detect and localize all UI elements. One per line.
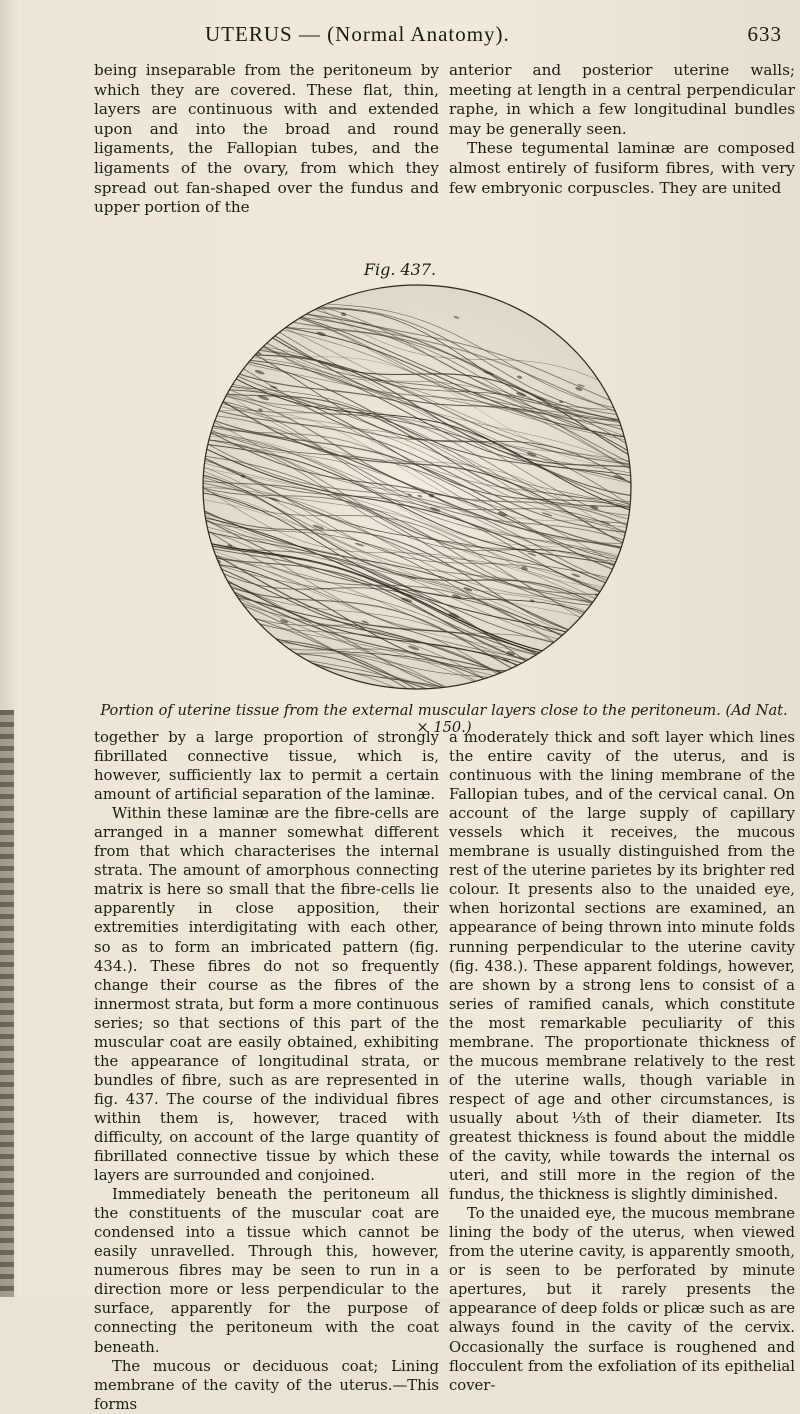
figure-label: Fig. 437.	[363, 260, 437, 279]
fibre-cell-nucleus	[607, 387, 616, 392]
paragraph: together by a large proportion of strongly fibrillated connective tissue, which is, however, sufficiently lax to permit a certain amount of artificial separation of the laminæ.	[94, 729, 439, 804]
paragraph: anterior and posterior uterine walls; meeting at length in a central perpendicular raphe, in which a few longitudinal bundles may be generally seen.	[449, 61, 795, 138]
micrograph-figure	[195, 280, 640, 695]
fibre-cell-nucleus	[217, 629, 229, 636]
fibre-cell-nucleus	[589, 671, 595, 676]
fibre-cell-nucleus	[533, 661, 542, 665]
page-edge-shadow	[0, 710, 14, 1297]
fibre-cell-nucleus	[255, 294, 261, 299]
paragraph: a moderately thick and soft layer which lines the entire cavity of the uterus, and is continuous with the lining membrane of the Fallopian tubes, and of the cervical canal. On account of the large supply of capillary vessels which it receives, the mucous membrane is usually distinguished from the rest of the uterine parietes by its brighter red colour. It presents also to the unaided eye, when horizontal sections are examined, an appearance of being thrown into minute folds running perpendicular to the uterine cavity (fig. 438.). These apparent foldings, however, are shown by a strong lens to consist of a series of ramified canals, which constitute the most remarkable peculiarity of this membrane. The proportionate thickness of the mucous membrane relatively to the rest of the uterine walls, though variable in respect of age and other circumstances, is usually about ⅓th of their diameter. Its greatest thickness is found about the middle of the cavity, while towards the internal os uteri, and still more in the region of the fundus, the thickness is slightly diminished.	[449, 729, 795, 1204]
figure-caption: Portion of uterine tissue from the external muscular layers close to the peritoneum. (Ad Nat. × 150.)	[100, 702, 788, 736]
paragraph: Within these laminæ are the fibre-cells are arranged in a manner somewhat different from that which characterises the internal strata. The amount of amorphous connecting matrix is here so small that the fibre-cells lie apparently in close apposition, their extremities interdigitating with each other, so as to form an imbricated pattern (fig. 434.). These fibres do not so frequently change their course as the fibres of the innermost strata, but form a more continuous series; so that sections of this part of the muscular coat are easily obtained, exhibiting the appearance of longitudinal strata, or bundles of fibre, such as are represented in fig. 437. The course of the individual fibres within them is, however, traced with difficulty, on account of the large quantity of fibrillated connective tissue by which these layers are surrounded and conjoined.	[94, 805, 439, 1185]
paragraph: being inseparable from the peritoneum by which they are covered. These flat, thin, layers are continuous with and extended upon and into the broad and round ligaments, the Fallopian tubes, and the ligaments of the ovary, from which they spread out fan-shaped over the fundus and upper portion of the	[94, 61, 439, 217]
paragraph: These tegumental laminæ are composed almost entirely of fusiform fibres, with very few embryonic corpuscles. They are united	[449, 139, 795, 197]
paragraph: Immediately beneath the peritoneum all the constituents of the muscular coat are condensed into a tissue which cannot be easily unravelled. Through this, however, numerous fibres may be seen to run in a direction more or less perpendicular to the surface, apparently for the purpose of connecting the peritoneum with the coat beneath.	[94, 1186, 439, 1356]
fibre-cell-nucleus	[503, 293, 514, 299]
bottom-right-column	[449, 728, 795, 1395]
bottom-left-column	[94, 728, 439, 1414]
page-number: 633	[747, 22, 782, 46]
fibre-cell-nucleus	[514, 678, 520, 683]
top-right-column	[449, 61, 795, 198]
paragraph: The mucous or deciduous coat; Lining membrane of the cavity of the uterus.—This forms	[94, 1357, 439, 1413]
fibre-cell-nucleus	[284, 308, 295, 313]
fibre-cell-nucleus	[253, 313, 264, 318]
fibre-cell-nucleus	[224, 662, 231, 667]
fibre-cell-nucleus	[597, 348, 604, 352]
fibre-strand	[195, 692, 640, 695]
paragraph: To the unaided eye, the mucous membrane lining the body of the uterus, when viewed from the uterine cavity, is apparently smooth, or is seen to be perforated by minute apertures, but it rarely presents the appearance of deep folds or plicæ such as are always found in the cavity of the cervix. Occasionally the surface is roughened and flocculent from the exfoliation of its epithelial cover-	[449, 1205, 795, 1394]
running-header	[0, 22, 800, 52]
header-title: UTERUS — (Normal Anatomy).	[205, 22, 510, 46]
top-left-column	[94, 61, 439, 218]
